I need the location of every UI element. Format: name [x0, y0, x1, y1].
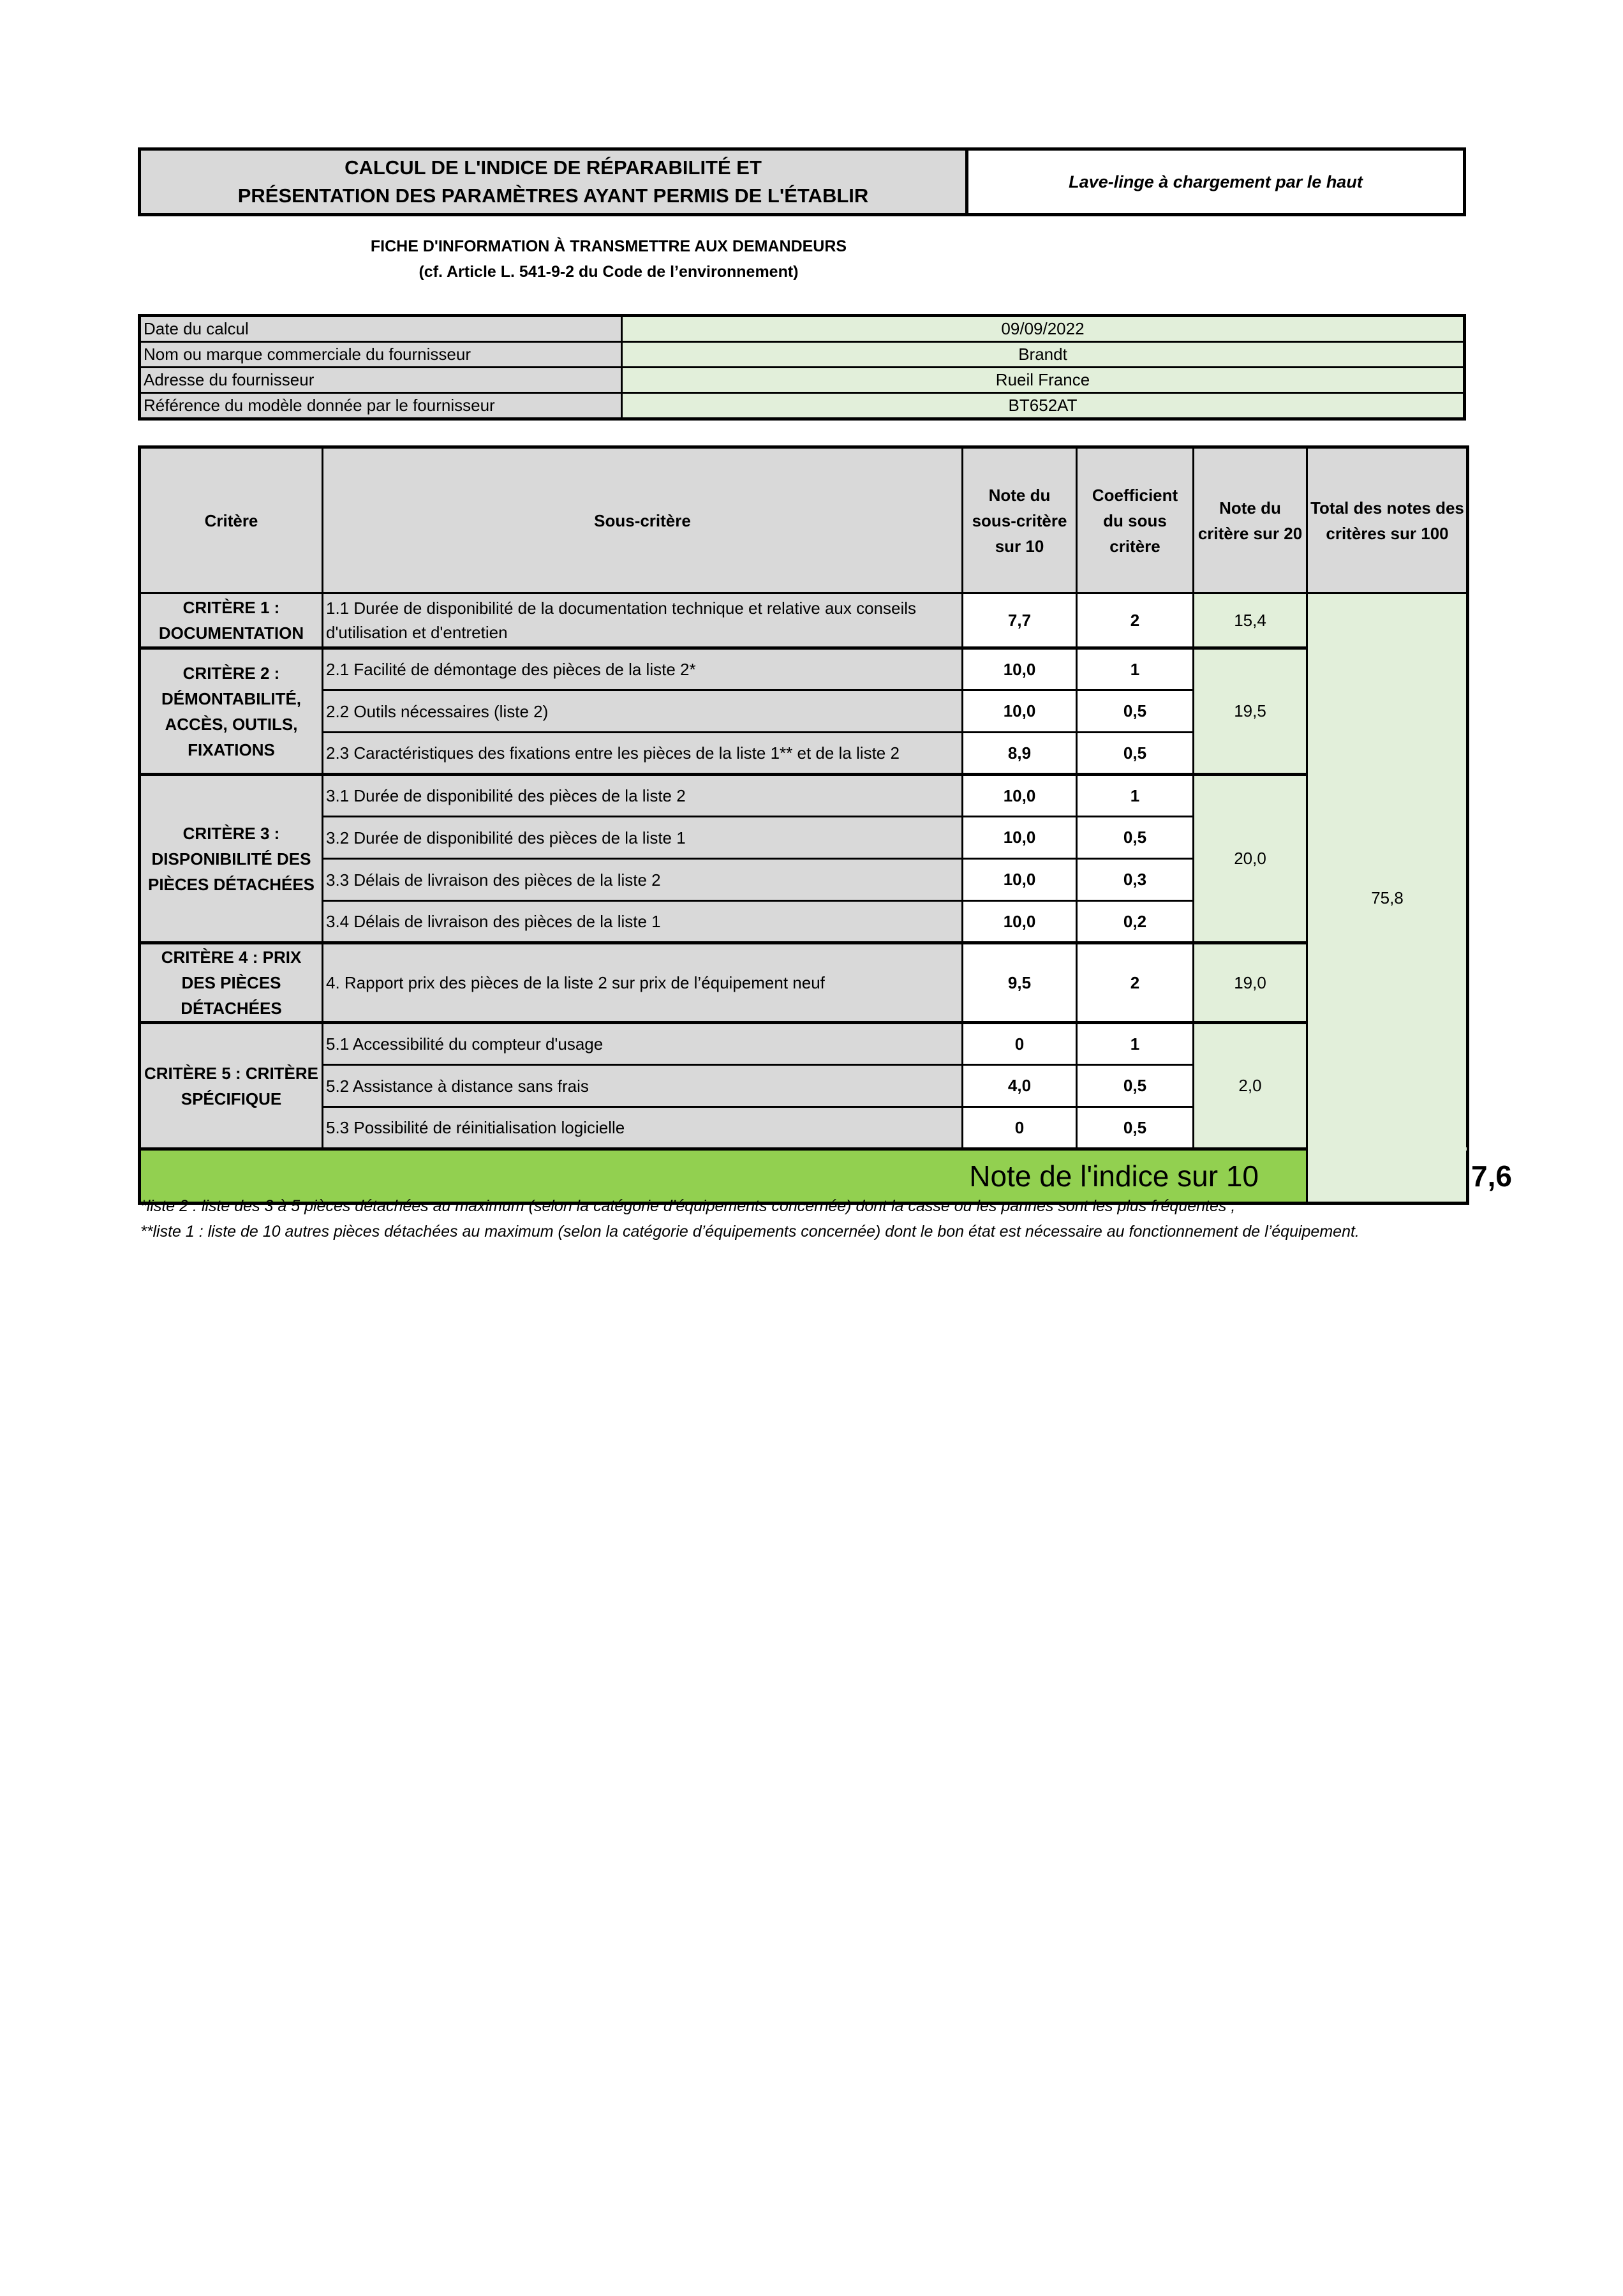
- sub-criterion-note: 10,0: [963, 859, 1077, 901]
- footnote-liste-2: *liste 2 : liste des 3 à 5 pièces détachées au maximum (selon la catégorie d’équipements concernée) dont la casse ou les pannes sont les plus fréquentes ;: [140, 1197, 1236, 1215]
- sub-criterion-coef: 1: [1077, 775, 1194, 817]
- sub-criterion-label: 3.4 Délais de livraison des pièces de la liste 1: [323, 901, 963, 943]
- sub-criterion-note: 10,0: [963, 690, 1077, 733]
- criterion-1-name: CRITÈRE 1 : DOCUMENTATION: [140, 593, 323, 648]
- sub-criterion-label: 5.3 Possibilité de réinitialisation logicielle: [323, 1107, 963, 1149]
- sub-criterion-note: 10,0: [963, 901, 1077, 943]
- sub-criterion-note: 9,5: [963, 943, 1077, 1023]
- sub-criterion-coef: 0,2: [1077, 901, 1194, 943]
- header-critere: Critère: [140, 447, 323, 593]
- table-row: [140, 943, 1468, 1023]
- sub-criterion-note: 7,7: [963, 593, 1077, 648]
- footnotes: [140, 1193, 1467, 1244]
- sub-criterion-label: 1.1 Durée de disponibilité de la documentation technique et relative aux conseils d'utilisation et d'entretien: [323, 593, 963, 648]
- info-row: [140, 368, 1465, 393]
- sub-criterion-coef: 1: [1077, 648, 1194, 690]
- info-value: Rueil France: [622, 368, 1465, 393]
- info-value: BT652AT: [622, 393, 1465, 419]
- criterion-1-score: 15,4: [1194, 593, 1307, 648]
- final-score-row: Note de l'indice sur 10 7,6: [140, 1149, 1468, 1204]
- table-header-row: [140, 447, 1468, 593]
- sub-criterion-coef: 1: [1077, 1023, 1194, 1065]
- sub-criterion-note: 8,9: [963, 733, 1077, 775]
- criterion-3-name: CRITÈRE 3 : DISPONIBILITÉ DES PIÈCES DÉTACHÉES: [140, 775, 323, 943]
- sub-criterion-label: 5.2 Assistance à distance sans frais: [323, 1065, 963, 1107]
- criterion-3-score: 20,0: [1194, 775, 1307, 943]
- sub-criterion-label: 3.2 Durée de disponibilité des pièces de la liste 1: [323, 817, 963, 859]
- criterion-5-name: CRITÈRE 5 : CRITÈRE SPÉCIFIQUE: [140, 1023, 323, 1149]
- table-row: [140, 775, 1468, 817]
- table-row: [140, 648, 1468, 690]
- title-line-2: PRÉSENTATION DES PARAMÈTRES AYANT PERMIS DE L'ÉTABLIR: [237, 184, 869, 207]
- criterion-5-score: 2,0: [1194, 1023, 1307, 1149]
- sub-criterion-coef: 2: [1077, 943, 1194, 1023]
- header-coefficient: Coefficient du sous critère: [1077, 447, 1194, 593]
- title-line-1: CALCUL DE L'INDICE DE RÉPARABILITÉ ET: [345, 156, 762, 179]
- criterion-2-score: 19,5: [1194, 648, 1307, 775]
- sub-criterion-label: 3.1 Durée de disponibilité des pièces de la liste 2: [323, 775, 963, 817]
- header-total: Total des notes des critères sur 100: [1307, 447, 1468, 593]
- subtitle-line-2: (cf. Article L. 541-9-2 du Code de l’environnement): [419, 263, 799, 281]
- sub-criterion-label: 2.1 Facilité de démontage des pièces de la liste 2*: [323, 648, 963, 690]
- sub-criterion-coef: 0,5: [1077, 1065, 1194, 1107]
- sub-criterion-note: 10,0: [963, 817, 1077, 859]
- subtitle-line-1: FICHE D'INFORMATION À TRANSMETTRE AUX DEMANDEURS: [370, 237, 847, 255]
- document-title: [141, 151, 968, 213]
- criterion-2-name: CRITÈRE 2 : DÉMONTABILITÉ, ACCÈS, OUTILS, FIXATIONS: [140, 648, 323, 775]
- footnote-liste-1: **liste 1 : liste de 10 autres pièces détachées au maximum (selon la catégorie d’équipements concernée) dont le bon état est nécessaire au fonctionnement de l’équipement.: [140, 1223, 1360, 1241]
- criterion-4-name: CRITÈRE 4 : PRIX DES PIÈCES DÉTACHÉES: [140, 943, 323, 1023]
- final-score-label: Note de l'indice sur 10: [140, 1149, 1307, 1204]
- sub-criterion-coef: 0,5: [1077, 733, 1194, 775]
- table-row: [140, 1023, 1468, 1065]
- header-note-critere: Note du critère sur 20: [1194, 447, 1307, 593]
- sub-criterion-note: 0: [963, 1023, 1077, 1065]
- info-row: [140, 316, 1465, 342]
- info-row: [140, 393, 1465, 419]
- info-row: [140, 342, 1465, 368]
- total-score: 75,8: [1307, 593, 1468, 1204]
- sub-criterion-label: 4. Rapport prix des pièces de la liste 2 sur prix de l’équipement neuf: [323, 943, 963, 1023]
- info-value: Brandt: [622, 342, 1465, 368]
- sub-criterion-coef: 2: [1077, 593, 1194, 648]
- sub-criterion-coef: 0,5: [1077, 817, 1194, 859]
- info-label: Adresse du fournisseur: [140, 368, 622, 393]
- criterion-4-score: 19,0: [1194, 943, 1307, 1023]
- info-label: Nom ou marque commerciale du fournisseur: [140, 342, 622, 368]
- sub-criterion-label: 2.2 Outils nécessaires (liste 2): [323, 690, 963, 733]
- product-category: Lave-linge à chargement par le haut: [1069, 172, 1363, 191]
- sub-criterion-note: 4,0: [963, 1065, 1077, 1107]
- info-label: Date du calcul: [140, 316, 622, 342]
- table-row: [140, 593, 1468, 648]
- repairability-table: [138, 445, 1512, 1205]
- sub-criterion-coef: 0,5: [1077, 690, 1194, 733]
- sub-criterion-note: 10,0: [963, 648, 1077, 690]
- sub-criterion-label: 5.1 Accessibilité du compteur d'usage: [323, 1023, 963, 1065]
- title-block: [138, 147, 1466, 216]
- sub-criterion-coef: 0,3: [1077, 859, 1194, 901]
- info-value: 09/09/2022: [622, 316, 1465, 342]
- sub-criterion-note: 0: [963, 1107, 1077, 1149]
- sub-criterion-coef: 0,5: [1077, 1107, 1194, 1149]
- sub-criterion-note: 10,0: [963, 775, 1077, 817]
- header-note-sous-critere: Note du sous-critère sur 10: [963, 447, 1077, 593]
- sub-criterion-label: 2.3 Caractéristiques des fixations entre les pièces de la liste 1** et de la liste 2: [323, 733, 963, 775]
- supplier-info-table: [138, 314, 1466, 421]
- info-label: Référence du modèle donnée par le fournisseur: [140, 393, 622, 419]
- sub-criterion-label: 3.3 Délais de livraison des pièces de la liste 2: [323, 859, 963, 901]
- header-sous-critere: Sous-critère: [323, 447, 963, 593]
